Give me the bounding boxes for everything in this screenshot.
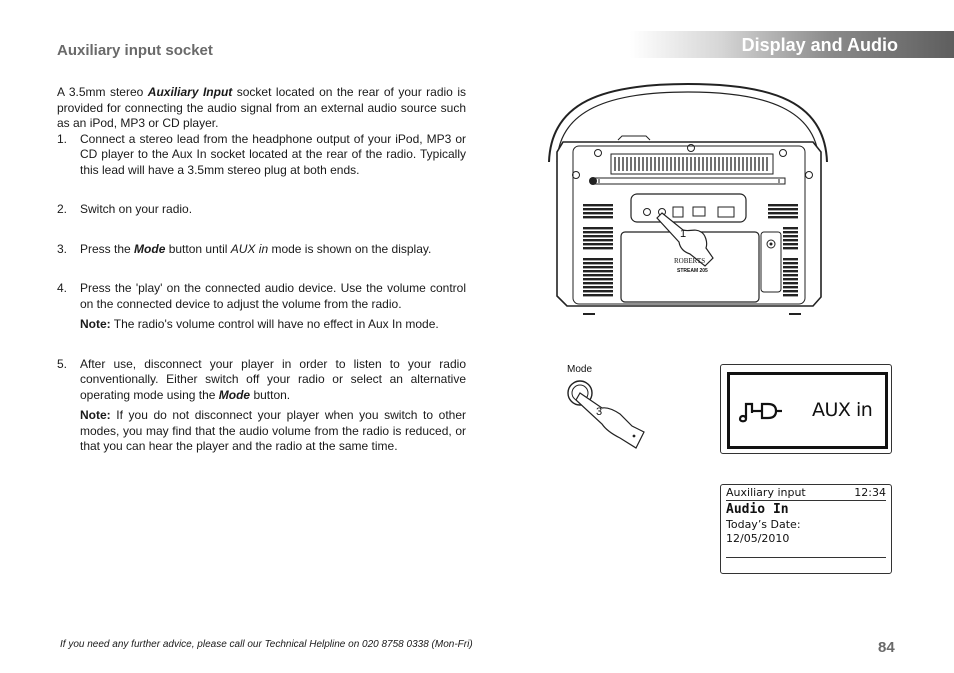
step-3 [57, 242, 466, 258]
radio-brand: ROBERTS [674, 257, 706, 265]
step-note: Note: The radio's volume control will have no effect in Aux In mode. [80, 317, 439, 331]
step-text: Press the Mode button until AUX in mode is shown on the display. [80, 241, 432, 256]
intro-paragraph: A 3.5mm stereo Auxiliary Input socket located on the rear of your radio is provided for connecting the audio signal from an external audio source such as an iPod, MP3 or CD player. [57, 85, 466, 130]
radio-rear-illustration [543, 82, 833, 322]
step-5 [57, 357, 466, 455]
lcd-title: Auxiliary input [726, 486, 806, 499]
step-text: After use, disconnect your player in order to listen to your radio conventionally. Either switch off your radio or select an alternative operating mode using the Mode button. [80, 356, 466, 402]
lcd-time: 12:34 [854, 486, 886, 499]
lcd-date-label: Today’s Date: [726, 518, 801, 531]
step-text: Connect a stereo lead from the headphone output of your iPod, MP3 or CD player to the Aux In socket located at the rear of the radio. Typically this lead will have a 3.5mm stereo plug at both ends. [80, 131, 466, 177]
lcd-divider [726, 557, 886, 558]
chapter-title: Display and Audio [741, 35, 898, 55]
lcd-date-value: 12/05/2010 [726, 532, 790, 545]
instructions-column [57, 85, 466, 479]
mode-label: Mode [567, 364, 593, 375]
radio-model: STREAM 205 [677, 268, 708, 274]
step-text: Press the 'play' on the connected audio device. Use the volume control on the connected device to adjust the volume from the radio. [80, 281, 466, 311]
section-title: Auxiliary input socket [57, 42, 213, 59]
step-note: Note: If you do not disconnect your player when you switch to other modes, you may find that the audio volume from the radio is reduced, or that you can hear the player and the radio at the same time. [80, 408, 466, 453]
lcd-screen [720, 484, 892, 574]
step-text: Switch on your radio. [80, 202, 193, 216]
lcd-title-row [726, 486, 886, 501]
step-number: 4. [57, 281, 68, 295]
mode-callout: 3 [596, 406, 603, 418]
aux-input-icon [738, 399, 784, 423]
step-4 [57, 281, 466, 333]
step-2 [57, 202, 466, 218]
footer-helpline: If you need any further advice, please call our Technical Helpline on 020 8758 0338 (Mon-Fri) [60, 639, 473, 650]
aux-in-display [720, 364, 892, 454]
lcd-mode: Audio In [726, 502, 789, 517]
page-number: 84 [878, 639, 895, 656]
mode-button-illustration [560, 360, 655, 450]
step-number: 3. [57, 241, 68, 256]
step-1 [57, 132, 466, 179]
step-number: 5. [57, 356, 68, 371]
radio-callout: 1 [680, 228, 687, 240]
step-number: 2. [57, 202, 68, 216]
chapter-header-bar [630, 31, 954, 58]
step-number: 1. [57, 131, 68, 146]
aux-in-text: AUX in [812, 399, 873, 421]
